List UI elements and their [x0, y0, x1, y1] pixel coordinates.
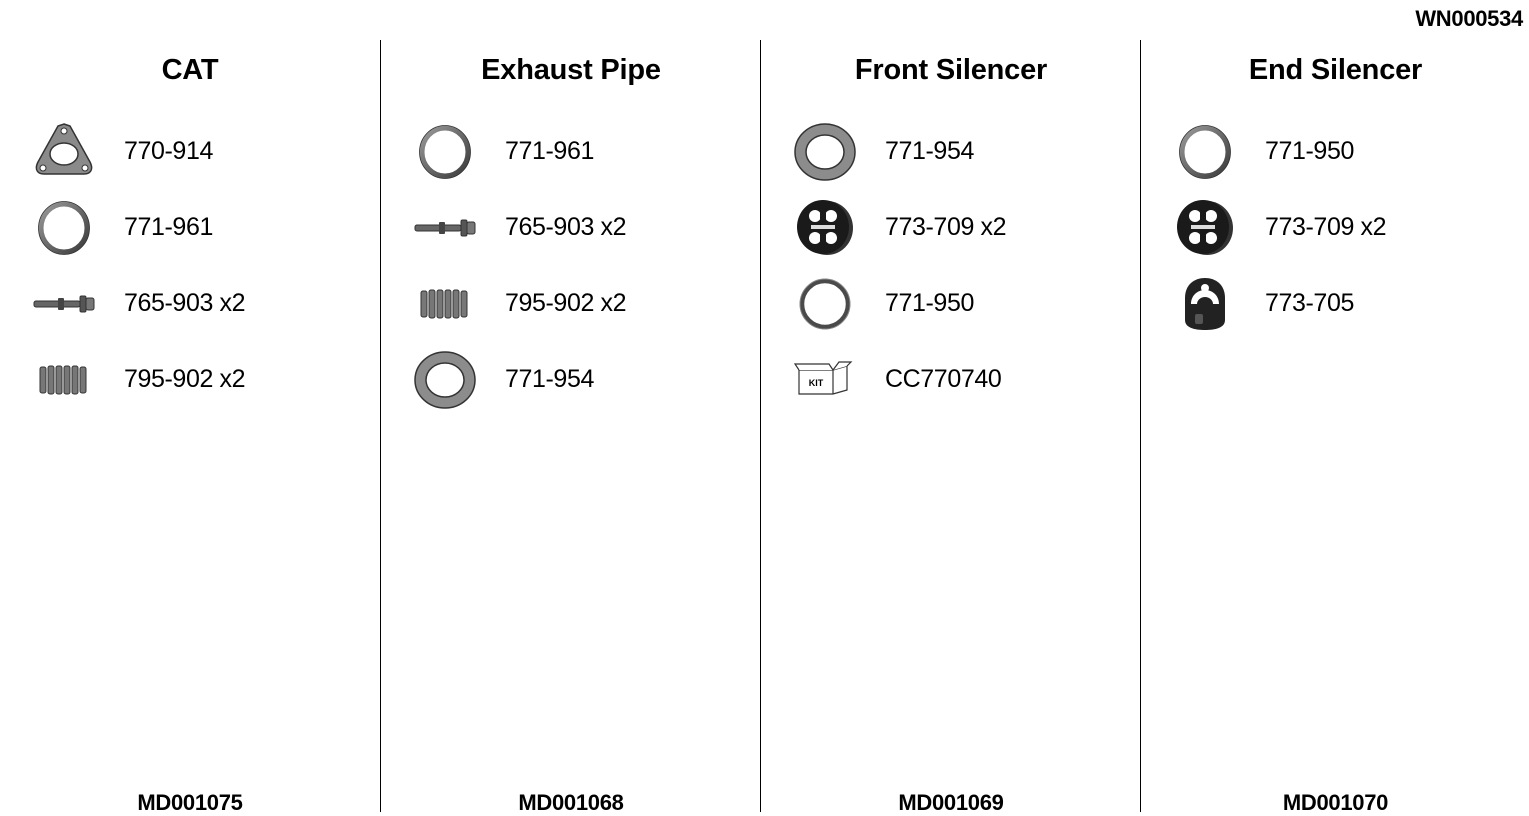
part-number-label: 771-954 — [885, 137, 974, 165]
column-exhaust-pipe — [380, 40, 761, 815]
seal-ring-icon — [30, 194, 98, 262]
column-title: Front Silencer — [854, 54, 1048, 86]
rubber-hanger-icon — [1171, 270, 1239, 338]
part-row — [0, 192, 380, 268]
flat-gasket-ring-icon — [411, 346, 479, 414]
part-row — [381, 192, 761, 268]
column-title: CAT — [161, 54, 219, 86]
flange-gasket-icon — [30, 118, 98, 186]
part-number-label: CC770740 — [885, 365, 1002, 393]
seal-ring-icon — [1171, 118, 1239, 186]
part-row — [0, 116, 380, 192]
column-part-number: MD001068 — [518, 790, 624, 815]
part-number-label: 771-954 — [505, 365, 594, 393]
part-number-label: 795-902 x2 — [505, 289, 627, 317]
part-row — [0, 268, 380, 344]
part-row — [381, 268, 761, 344]
part-row — [761, 344, 1141, 420]
part-row — [381, 116, 761, 192]
column-part-number: MD001075 — [137, 790, 243, 815]
part-row — [1141, 268, 1529, 344]
part-number-label: 771-950 — [1265, 137, 1354, 165]
part-number-label: 773-709 x2 — [1265, 213, 1387, 241]
spring-icon — [411, 270, 479, 338]
kit-box-icon — [791, 346, 859, 414]
bolt-icon — [411, 194, 479, 262]
part-row — [0, 344, 380, 420]
flat-gasket-ring-icon — [791, 118, 859, 186]
seal-ring-icon — [411, 118, 479, 186]
column-part-number: MD001069 — [898, 790, 1004, 815]
part-number-label: 795-902 x2 — [124, 365, 246, 393]
rubber-mount-icon — [1171, 194, 1239, 262]
bolt-icon — [30, 270, 98, 338]
column-title: Exhaust Pipe — [481, 54, 661, 86]
spring-icon — [30, 346, 98, 414]
column-part-number: MD001070 — [1282, 790, 1389, 815]
part-number-label: 765-903 x2 — [124, 289, 246, 317]
part-row — [1141, 116, 1529, 192]
part-number-label: 773-709 x2 — [885, 213, 1007, 241]
part-number-label: 770-914 — [124, 137, 213, 165]
thin-ring-icon — [791, 270, 859, 338]
part-number-label: 773-705 — [1265, 289, 1354, 317]
part-row — [761, 116, 1141, 192]
column-title: End Silencer — [1248, 54, 1423, 86]
part-row — [1141, 192, 1529, 268]
part-number-label: 771-961 — [124, 213, 213, 241]
part-number-label: 765-903 x2 — [505, 213, 627, 241]
parts-columns — [0, 40, 1529, 815]
parts-list — [1141, 116, 1529, 344]
parts-list — [761, 116, 1141, 420]
svg-text:KIT: KIT — [808, 378, 824, 388]
column-end-silencer — [1140, 40, 1529, 815]
part-row — [381, 344, 761, 420]
part-row — [761, 268, 1141, 344]
part-number-label: 771-950 — [885, 289, 974, 317]
column-cat — [0, 40, 380, 815]
parts-list — [0, 116, 380, 420]
document-code: WN000534 — [1415, 6, 1523, 31]
parts-list — [381, 116, 761, 420]
part-row — [761, 192, 1141, 268]
part-number-label: 771-961 — [505, 137, 594, 165]
rubber-mount-icon — [791, 194, 859, 262]
column-front-silencer — [760, 40, 1141, 815]
